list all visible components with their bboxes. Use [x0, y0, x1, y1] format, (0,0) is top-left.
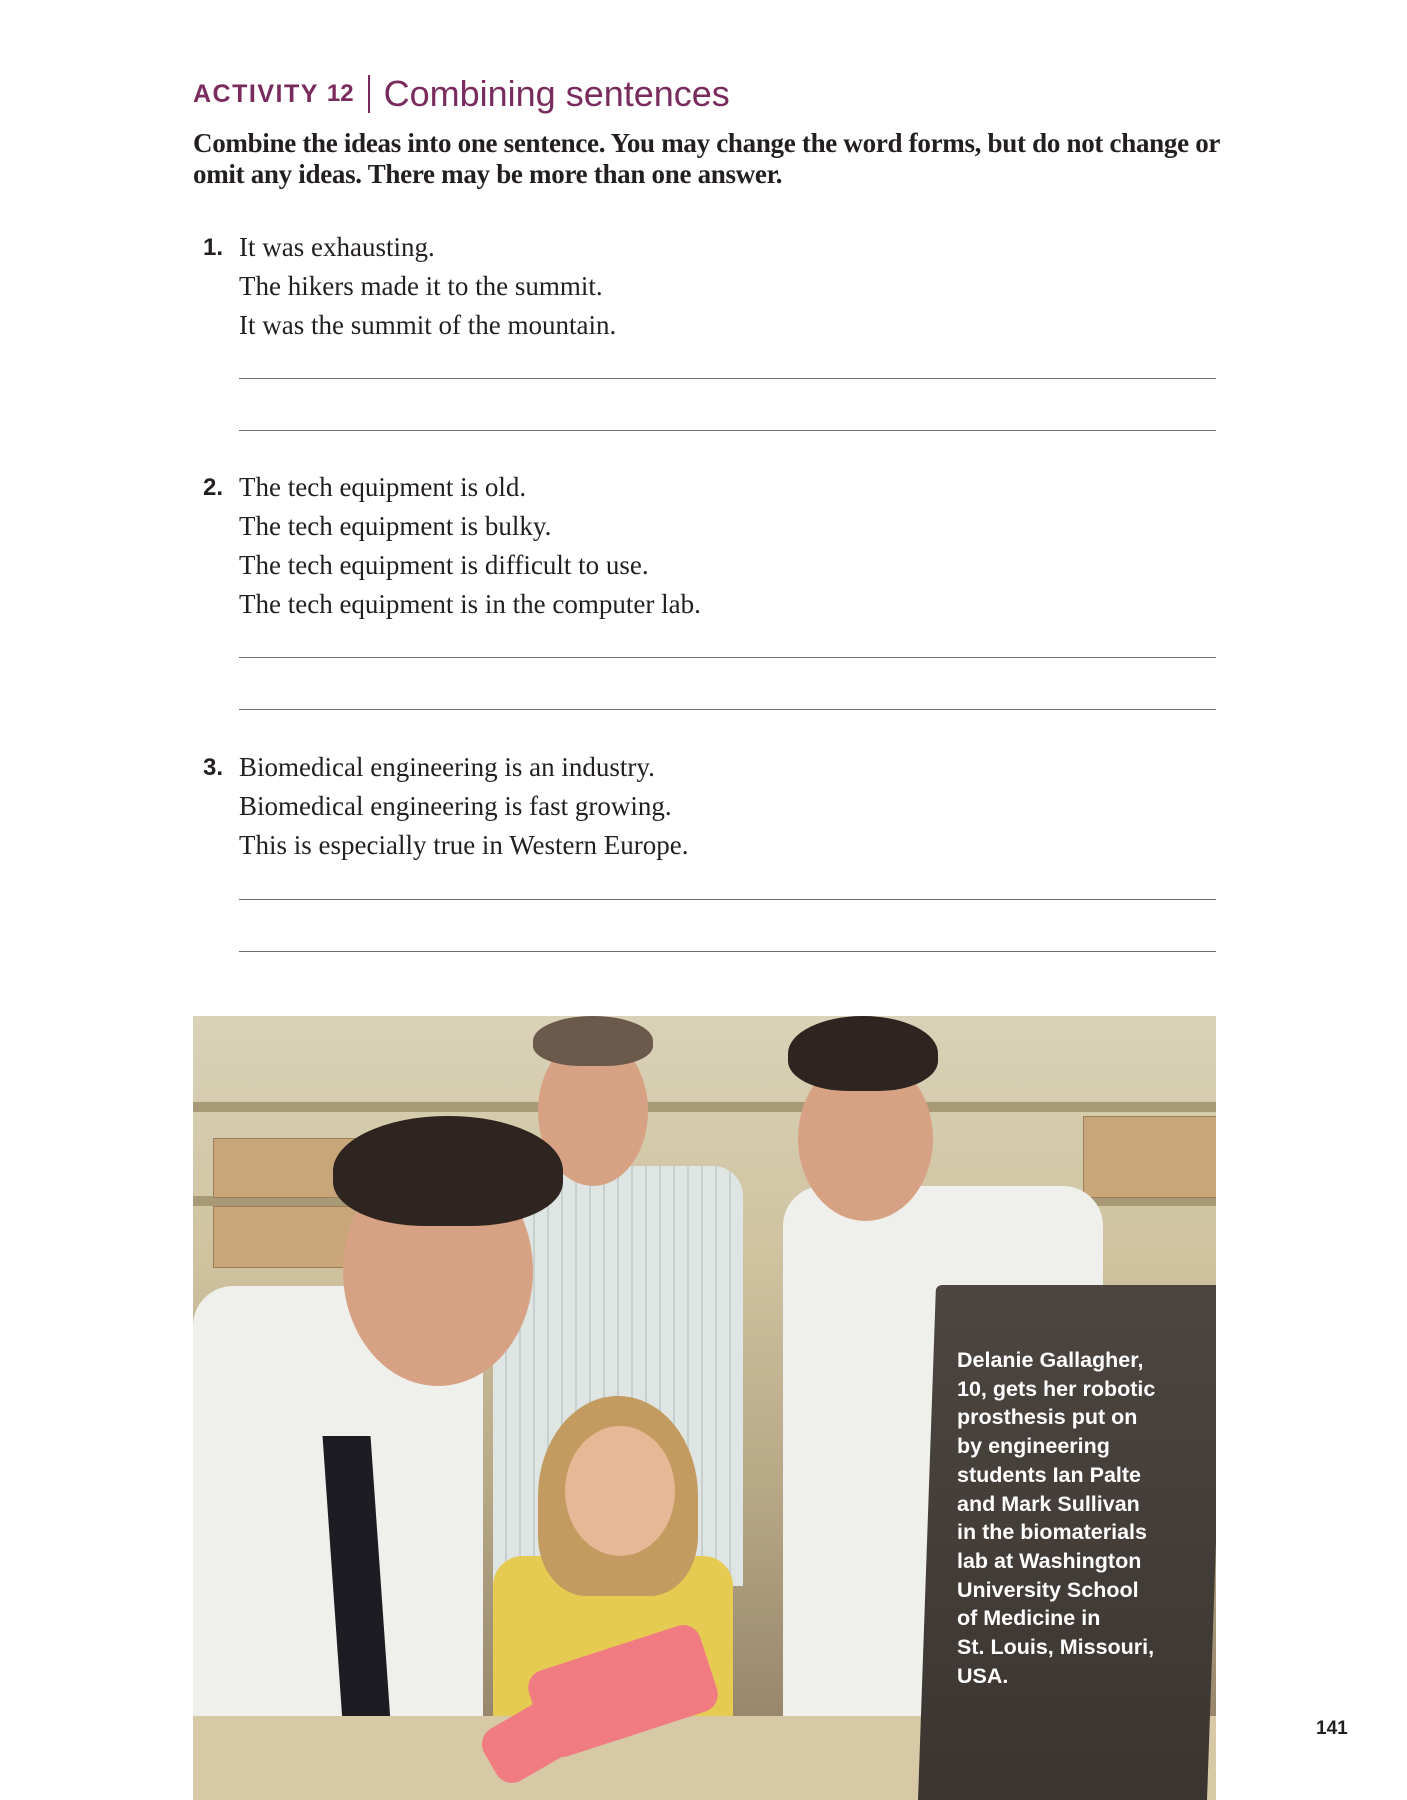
caption-line: by engineering — [957, 1434, 1110, 1459]
sentence: Biomedical engineering is fast growing. — [239, 791, 672, 821]
caption-line: 10, gets her robotic — [957, 1376, 1156, 1401]
answer-line[interactable] — [239, 430, 1216, 431]
sentence: The tech equipment is old. — [239, 472, 527, 502]
answer-line[interactable] — [239, 378, 1216, 379]
item-number: 2. — [203, 474, 224, 501]
caption-line: St. Louis, Missouri, — [957, 1635, 1155, 1660]
student-left-hair — [333, 1116, 563, 1226]
caption-line: USA. — [957, 1663, 1009, 1688]
caption-line: in the biomaterials — [957, 1520, 1147, 1545]
storage-box — [1083, 1116, 1216, 1198]
lab-shelf — [193, 1102, 1216, 1112]
caption-line: of Medicine in — [957, 1606, 1101, 1631]
caption-line: Delanie Gallagher, — [957, 1348, 1144, 1372]
item-number: 1. — [203, 234, 224, 261]
sentence: It was the summit of the mountain. — [239, 310, 617, 340]
sentence: It was exhausting. — [239, 232, 435, 262]
header-divider — [368, 75, 370, 113]
sentence: Biomedical engineering is an industry. — [239, 752, 655, 782]
activity-title: Combining sentences — [383, 73, 730, 114]
caption-line: lab at Washington — [957, 1548, 1142, 1573]
answer-line[interactable] — [239, 899, 1216, 900]
activity-number: 12 — [326, 80, 354, 107]
caption-line: students Ian Palte — [957, 1462, 1141, 1487]
sentence: The hikers made it to the summit. — [239, 271, 603, 301]
item-sentences — [239, 468, 701, 624]
activity-header — [193, 72, 730, 116]
lab-photo — [193, 1016, 1216, 1800]
caption-line: University School — [957, 1577, 1139, 1602]
photo-caption — [957, 1346, 1187, 1690]
caption-line: and Mark Sullivan — [957, 1491, 1140, 1516]
item-number: 3. — [203, 754, 224, 781]
girl-face — [565, 1426, 675, 1556]
activity-label: ACTIVITY — [193, 79, 319, 108]
answer-line[interactable] — [239, 709, 1216, 710]
page-number: 141 — [1316, 1718, 1348, 1739]
item-sentences — [239, 228, 616, 345]
sentence: This is especially true in Western Europe. — [239, 830, 689, 860]
answer-line[interactable] — [239, 951, 1216, 952]
professor-hair — [533, 1016, 653, 1066]
caption-line: prosthesis put on — [957, 1405, 1138, 1430]
sentence: The tech equipment is difficult to use. — [239, 550, 649, 580]
sentence: The tech equipment is bulky. — [239, 511, 552, 541]
item-sentences — [239, 748, 688, 865]
student-right-hair — [788, 1016, 938, 1091]
answer-line[interactable] — [239, 657, 1216, 658]
sentence: The tech equipment is in the computer lab. — [239, 589, 701, 619]
instructions: Combine the ideas into one sentence. You may change the word forms, but do not change or omit any ideas. There may be more than one answer. — [193, 128, 1220, 189]
